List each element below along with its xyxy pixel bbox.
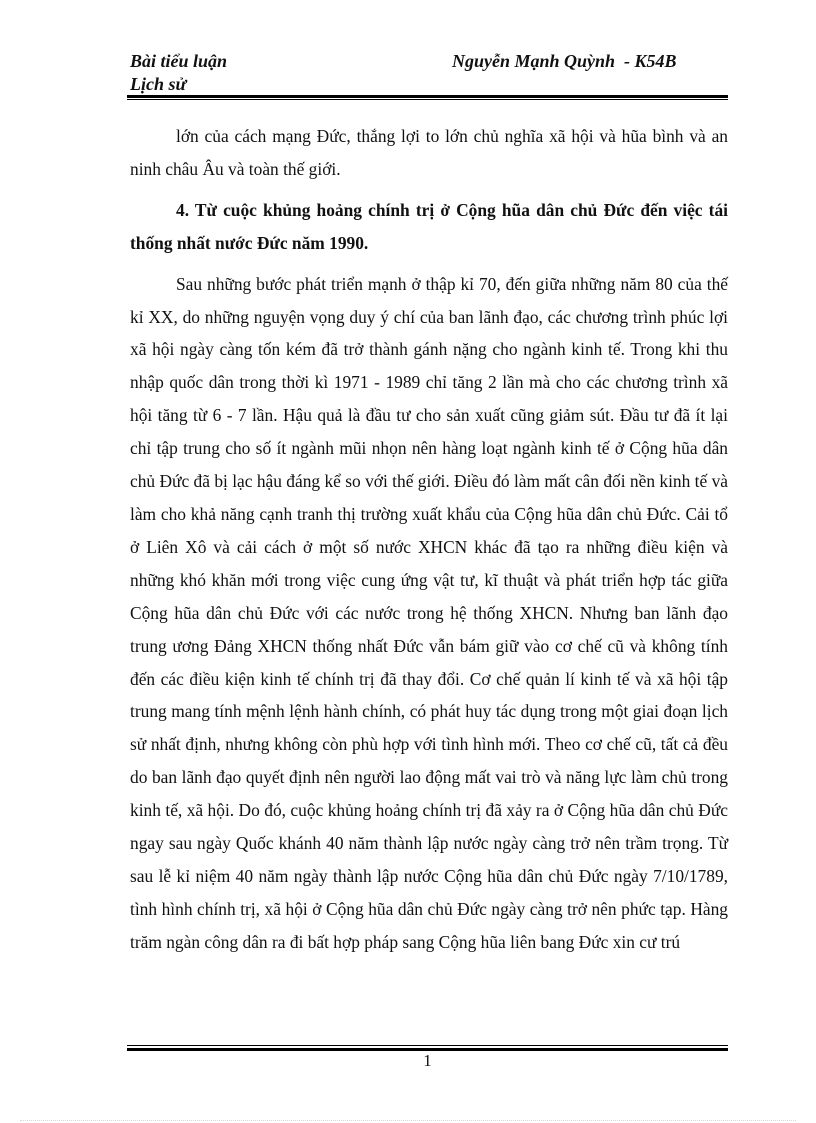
header-course-line1: Bài tiểu luận (130, 51, 228, 71)
page-number: 1 (423, 1051, 432, 1070)
footer-divider-thin (127, 1045, 728, 1046)
paragraph-continuation: lớn của cách mạng Đức, thắng lợi to lớn chủ nghĩa xã hội và hũa bình và an ninh châu Âu và toàn thế giới. (130, 126, 728, 179)
header-divider-thin (127, 99, 728, 100)
page-edge-dotted (20, 1120, 796, 1121)
section-heading: 4. Từ cuộc khủng hoảng chính trị ở Cộng hũa dân chủ Đức đến việc tái thống nhất nước Đức năm 1990. (130, 199, 728, 253)
paragraph-main: Sau những bước phát triển mạnh ở thập kỉ 70, đến giữa những năm 80 của thế kỉ XX, do những nguyện vọng duy ý chí của ban lãnh đạo, các chương trình phúc lợi xã hội ngày càng tốn kém đã trở thành gánh nặng cho ngành kinh tế. Trong khi thu nhập quốc dân trong thời kì 1971 - 1989 chỉ tăng 2 lần mà cho các chương trình xã hội tăng từ 6 - 7 lần. Hậu quả là đầu tư cho sản xuất cũng giảm sút. Đầu tư đã ít lại chỉ tập trung cho số ít ngành mũi nhọn nên hàng loạt ngành kinh tế ở Cộng hũa dân chủ Đức đã bị lạc hậu đáng kể so với thế giới. Điều đó làm mất cân đối nền kinh tế và làm cho khả năng cạnh tranh thị trường xuất khẩu của Cộng hũa dân chủ Đức. Cải tổ ở Liên Xô và cải cách ở một số nước XHCN khác đã tạo ra những điều kiện và những khó khăn mới trong việc cung ứng vật tư, kĩ thuật và phát triển hợp tác giữa Cộng hũa dân chủ Đức với các nước trong hệ thống XHCN. Nhưng ban lãnh đạo trung ương Đảng XHCN thống nhất Đức vẫn bám giữ vào cơ chế cũ và không tính đến các điều kiện kinh tế chính trị đã thay đổi. Cơ chế quản lí kinh tế và xã hội tập trung mang tính mệnh lệnh hành chính, có phát huy tác dụng trong một giai đoạn lịch sử nhất định, nhưng không còn phù hợp với tình hình mới. Theo cơ chế cũ, tất cả đều do ban lãnh đạo quyết định nên người lao động mất vai trò và năng lực làm chủ trong kinh tế, xã hội. Do đó, cuộc khủng hoảng chính trị đã xảy ra ở Cộng hũa dân chủ Đức ngay sau ngày Quốc khánh 40 năm thành lập nước ngày càng trở nên trầm trọng. Từ sau lễ kỉ niệm 40 năm ngày thành lập nước Cộng hũa dân chủ Đức ngày 7/10/1789, tình hình chính trị, xã hội ở Cộng hũa dân chủ Đức ngày càng trở nên phức tạp. Hàng trăm ngàn công dân ra đi bất hợp pháp sang Cộng hũa liên bang Đức xin cư trú (130, 273, 728, 952)
document-body (130, 120, 728, 959)
header-divider-thick (127, 95, 728, 98)
header-course-line2: Lịch sử (130, 74, 187, 94)
header-author: Nguyễn Mạnh Quỳnh - K54B (452, 51, 677, 71)
header-course-title (130, 50, 227, 96)
